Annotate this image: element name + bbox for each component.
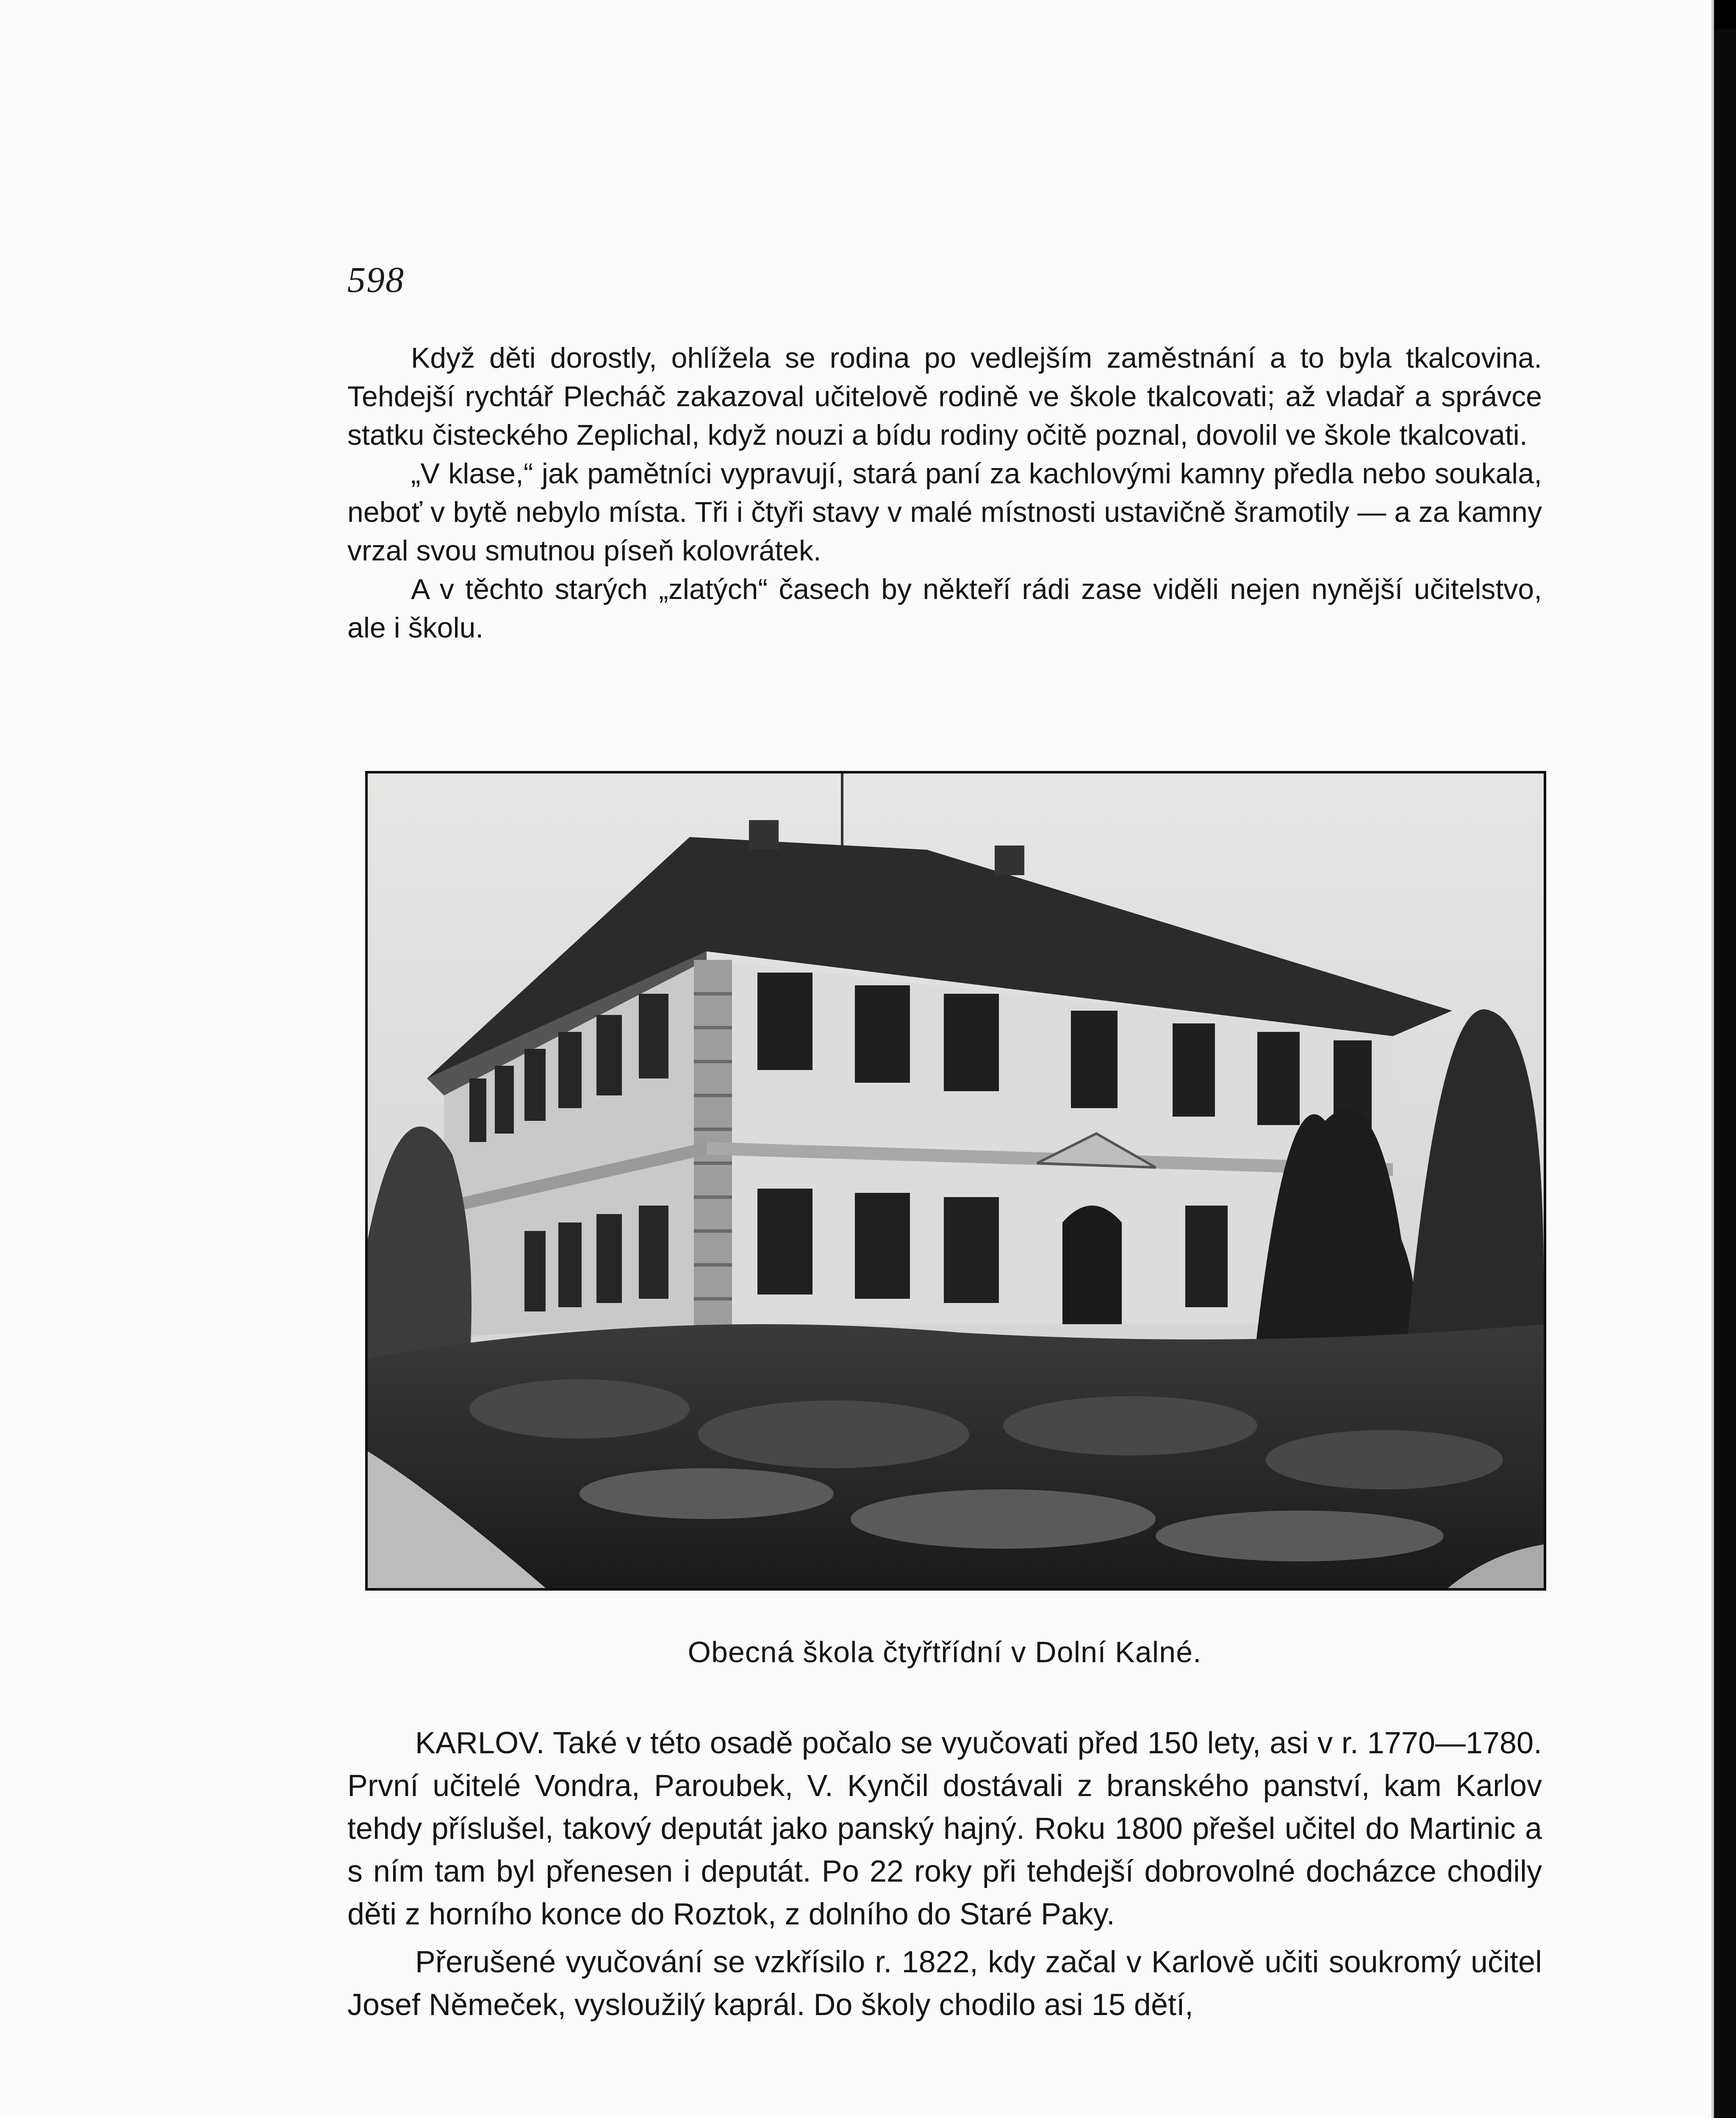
paragraph-weaving: Když děti dorostly, ohlížela se rodina po vedlejším zaměstnání a to byla tkalcovina. Tehdejší rychtář Plecháč zakazoval učitelově rodině ve škole tkalcovati; až vladař a správce statku čisteckého Zeplichal, když nouzi a bídu rodiny očitě poznal, dovolil ve škole tkalcovati. — [347, 342, 1542, 451]
scan-edge — [1714, 30, 1736, 2118]
upper-text-block — [347, 339, 1542, 647]
paragraph-renewed-teaching: Přerušené vyučování se vzkřísilo r. 1822, kdy začal v Karlově učiti soukromý učitel Josef Němeček, vysloužilý kaprál. Do školy chodilo asi 15 dětí, — [347, 1945, 1542, 2022]
photo-caption: Obecná škola čtyřtřídní v Dolní Kalné. — [688, 1636, 1202, 1669]
paragraph-karlov: KARLOV. Také v této osadě počalo se vyučovati před 150 lety, asi v r. 1770—1780. První učitelé Vondra, Paroubek, V. Kynčil dostávali z branského panství, kam Karlov tehdy příslušel, takový deputát jako panský hajný. Roku 1800 přešel učitel do Martinic a s ním tam byl přenesen i deputát. Po 22 roky při tehdejší dobrovolné docházce chodily děti z horního konce do Roztok, z dolního do Staré Paky. — [347, 1726, 1542, 1931]
lower-text-block — [347, 1722, 1542, 2032]
school-building-image — [368, 773, 1544, 1588]
paragraph-golden-times: A v těchto starých „zlatých“ časech by někteří rádi zase viděli nejen nynější učitelstvo, ale i školu. — [347, 573, 1542, 644]
page-number: 598 — [347, 259, 405, 300]
paragraph-classroom: „V klase,“ jak pamětníci vypravují, stará paní za kachlovými kamny předla nebo soukala, neboť v bytě nebylo místa. Tři i čtyři stavy v malé místnosti ustavičně šramotily — a za kamny vrzal svou smutnou píseň kolovrátek. — [347, 457, 1542, 567]
school-photo — [365, 771, 1546, 1591]
